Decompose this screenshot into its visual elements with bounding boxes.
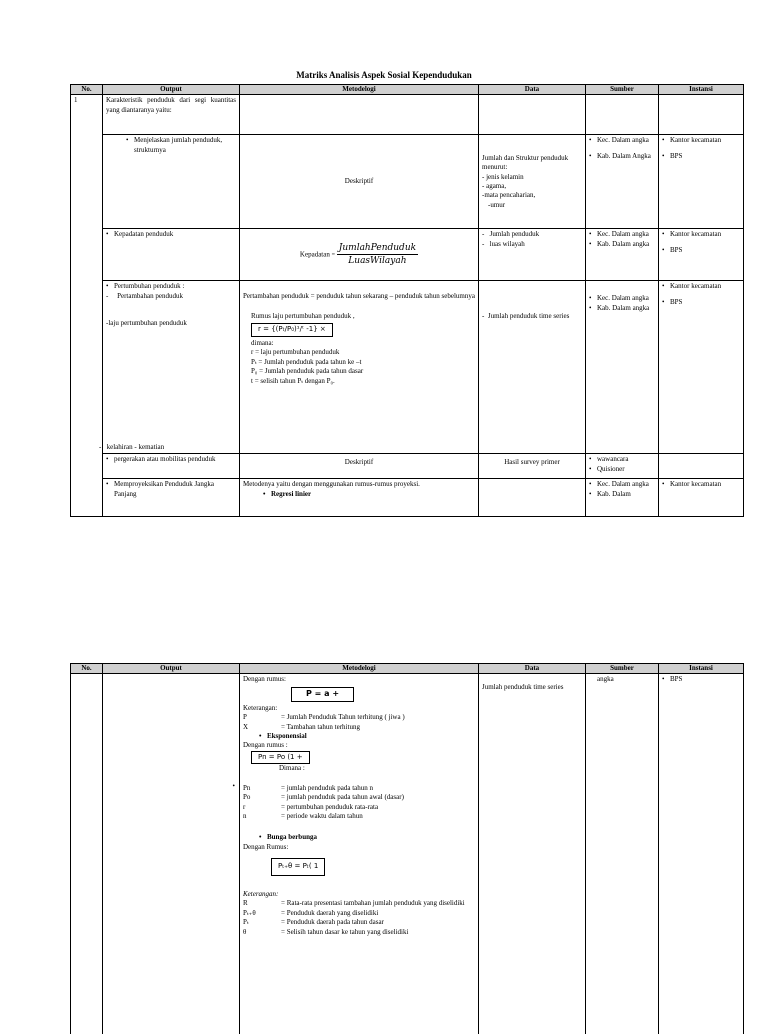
metode-cell: Deskriptif bbox=[240, 135, 479, 229]
metode-text: Keterangan: bbox=[243, 889, 279, 898]
definition-line: R = Rata-rata presentasi tambahan jumlah penduduk yang diselidiki bbox=[243, 899, 465, 908]
definition-line: P₀ = Jumlah penduduk pada tahun dasar bbox=[251, 367, 364, 376]
data-line: - agama, bbox=[482, 181, 507, 190]
metode-text: Dengan Rumus: bbox=[243, 842, 289, 851]
list-item: • Pertumbuhan penduduk : bbox=[106, 282, 236, 291]
data-line: - luas wilayah bbox=[482, 239, 525, 248]
instansi-cell bbox=[659, 135, 744, 229]
header-sumber: Sumber bbox=[586, 85, 659, 95]
list-item: • BPS bbox=[662, 246, 740, 255]
output-cell bbox=[103, 454, 240, 479]
list-item: • Kepadatan penduduk bbox=[106, 230, 236, 239]
formula-numerator: JumlahPenduduk bbox=[337, 242, 418, 255]
metode-cell bbox=[240, 674, 479, 1034]
list-item: • Regresi linier bbox=[263, 490, 475, 499]
metode-cell: Kepadatan = $\frac{\text{JumlahPenduduk}}{\text{LuasWilayah}}$ bbox=[240, 229, 479, 281]
metode-text: Rumus laju pertumbuhan penduduk , bbox=[251, 311, 355, 320]
output-cell bbox=[103, 479, 240, 517]
list-item: • Kec. Dalam angka bbox=[589, 230, 655, 239]
table-row bbox=[71, 454, 744, 479]
list-item: • Kec. Dalam angka bbox=[589, 294, 655, 303]
data-line: -umur bbox=[488, 200, 506, 209]
list-item: -laju pertumbuhan penduduk bbox=[106, 319, 187, 328]
list-item: • Quisioner bbox=[589, 465, 655, 474]
list-item: • Kantor kecamatan bbox=[662, 480, 740, 489]
list-item: • Memproyeksikan Penduduk Jangka Panjang bbox=[106, 480, 236, 499]
metode-text: Dengan rumus : bbox=[243, 741, 288, 750]
definition-line: t = selisih tahun Pₜ dengan P₀. bbox=[251, 376, 335, 385]
list-item: - kelahiran - kematian bbox=[99, 443, 165, 451]
list-item: • BPS bbox=[662, 298, 740, 307]
list-item: • Kec. Dalam angka bbox=[589, 136, 655, 145]
bullet-marker: • bbox=[232, 782, 235, 791]
data-cell bbox=[479, 674, 586, 1034]
instansi-cell bbox=[659, 229, 744, 281]
data-line: - Jumlah penduduk time series bbox=[482, 312, 570, 321]
definition-line: r = laju pertumbuhan penduduk bbox=[251, 348, 340, 357]
list-item: • BPS bbox=[662, 152, 740, 161]
definition-line: Pn = jumlah penduduk pada tahun n bbox=[243, 783, 374, 792]
formula-label: Kepadatan bbox=[299, 250, 330, 259]
header-row bbox=[71, 664, 744, 674]
document-title: Matriks Analisis Aspek Sosial Kependudukan bbox=[296, 70, 472, 80]
table-row bbox=[71, 281, 744, 454]
output-cell bbox=[103, 229, 240, 281]
header-metodelogi: Metodelogi bbox=[240, 85, 479, 95]
header-instansi: Instansi bbox=[659, 85, 744, 95]
header-data: Data bbox=[479, 664, 586, 674]
formula-denominator: LuasWilayah bbox=[348, 256, 407, 267]
metode-text: Metodenya yaitu dengan menggunakan rumus-rumus proyeksi. bbox=[243, 480, 420, 489]
metode-text: Dengan rumus: bbox=[243, 675, 286, 684]
list-item: • BPS bbox=[662, 675, 740, 684]
instansi-cell bbox=[659, 281, 744, 454]
data-line: Jumlah dan Struktur penduduk menurut: bbox=[482, 153, 569, 172]
data-line: - jenis kelamin bbox=[482, 172, 524, 181]
list-item: • Kab. Dalam angka bbox=[589, 304, 655, 313]
data-line: Jumlah penduduk time series bbox=[482, 683, 564, 692]
output-cell: Karakteristik penduduk dari segi kuantitas yang diantaranya yaitu: bbox=[103, 95, 240, 135]
output-cell bbox=[103, 135, 240, 229]
definition-line: n = periode waktu dalam tahun bbox=[243, 812, 363, 821]
definition-line: Pₜ₊θ = Penduduk daerah yang diselidiki bbox=[243, 908, 379, 917]
compound-formula: Pₜ₊θ = Pₜ( 1 bbox=[271, 858, 325, 875]
data-cell bbox=[479, 281, 586, 454]
data-line: - Jumlah penduduk bbox=[482, 230, 540, 239]
table-row bbox=[71, 135, 744, 229]
list-item: • Menjelaskan jumlah penduduk, strukturnya bbox=[126, 136, 236, 155]
sumber-cell bbox=[586, 674, 659, 1034]
instansi-cell bbox=[659, 674, 744, 1034]
definition-line: θ = Selisih tahun dasar ke tahun yang diselidiki bbox=[243, 927, 409, 936]
linear-regression-formula: P = a + bbox=[291, 687, 354, 702]
header-no: No. bbox=[71, 664, 103, 674]
density-formula bbox=[337, 242, 418, 267]
list-item: • Kantor kecamatan bbox=[662, 136, 740, 145]
matrix-table-page1 bbox=[70, 84, 744, 517]
list-item: • Kab. Dalam Angka bbox=[589, 152, 655, 161]
list-item: • Kab. Dalam angka bbox=[589, 240, 655, 249]
sumber-cell bbox=[586, 281, 659, 454]
data-cell bbox=[479, 135, 586, 229]
list-item: • Kantor kecamatan bbox=[662, 230, 740, 239]
metode-cell bbox=[240, 281, 479, 454]
sumber-cell bbox=[586, 229, 659, 281]
header-sumber: Sumber bbox=[586, 664, 659, 674]
metode-text: dimana: bbox=[251, 338, 274, 347]
definition-line: P = Jumlah Penduduk Tahun terhitung ( jiwa ) bbox=[243, 713, 405, 722]
header-output: Output bbox=[103, 664, 240, 674]
header-output: Output bbox=[103, 85, 240, 95]
list-item: • Bunga berbunga bbox=[259, 833, 475, 842]
sumber-cell bbox=[586, 454, 659, 479]
header-row bbox=[71, 85, 744, 95]
list-item: • pergerakan atau mobilitas penduduk bbox=[106, 455, 236, 464]
header-instansi: Instansi bbox=[659, 664, 744, 674]
table-row bbox=[71, 229, 744, 281]
data-cell: Hasil survey primer bbox=[479, 454, 586, 479]
metode-cell: Deskriptif bbox=[240, 454, 479, 479]
table-row bbox=[71, 674, 744, 1034]
metode-cell bbox=[240, 479, 479, 517]
definition-line: Po = jumlah penduduk pada tahun awal (dasar) bbox=[243, 793, 404, 802]
metode-text: Keterangan: bbox=[243, 703, 278, 712]
list-item: • Kantor kecamatan bbox=[662, 282, 740, 291]
list-item: • Kab. Dalam bbox=[589, 490, 655, 499]
matrix-table-page2 bbox=[70, 663, 744, 1034]
list-item: • wawancara bbox=[589, 455, 655, 464]
output-cell bbox=[99, 281, 240, 454]
header-metodelogi: Metodelogi bbox=[240, 664, 479, 674]
definition-line: Pₜ = Penduduk daerah pada tahun dasar bbox=[243, 918, 384, 927]
data-line: -mata pencaharian, bbox=[482, 191, 536, 200]
header-no: No. bbox=[71, 85, 103, 95]
table-row bbox=[71, 479, 744, 517]
header-data: Data bbox=[479, 85, 586, 95]
growth-rate-formula: r = {(Pₜ/P₀)¹/ᵗ -1} × bbox=[251, 323, 333, 336]
definition-line: r = pertumbuhan penduduk rata-rata bbox=[243, 802, 379, 811]
sumber-cell bbox=[586, 479, 659, 517]
sumber-cell bbox=[586, 135, 659, 229]
definition-line: Pₜ = Jumlah penduduk pada tahun ke –t bbox=[251, 357, 362, 366]
metode-text: Dimana : bbox=[279, 764, 305, 773]
exponential-formula: Pn = Po (1 + bbox=[251, 751, 310, 764]
list-item: • Kec. Dalam angka bbox=[589, 480, 655, 489]
definition-line: X = Tambahan tahun terhitung bbox=[243, 722, 360, 731]
row-number: 1 bbox=[71, 95, 103, 479]
list-item: - Pertambahan penduduk bbox=[106, 291, 183, 300]
list-item: • Eksponensial bbox=[259, 732, 475, 741]
metode-text: Pertambahan penduduk = penduduk tahun sekarang – penduduk tahun sebelumnya bbox=[243, 292, 475, 301]
list-item: angka bbox=[597, 675, 614, 684]
data-cell bbox=[479, 229, 586, 281]
instansi-cell bbox=[659, 479, 744, 517]
table-row bbox=[71, 95, 744, 135]
